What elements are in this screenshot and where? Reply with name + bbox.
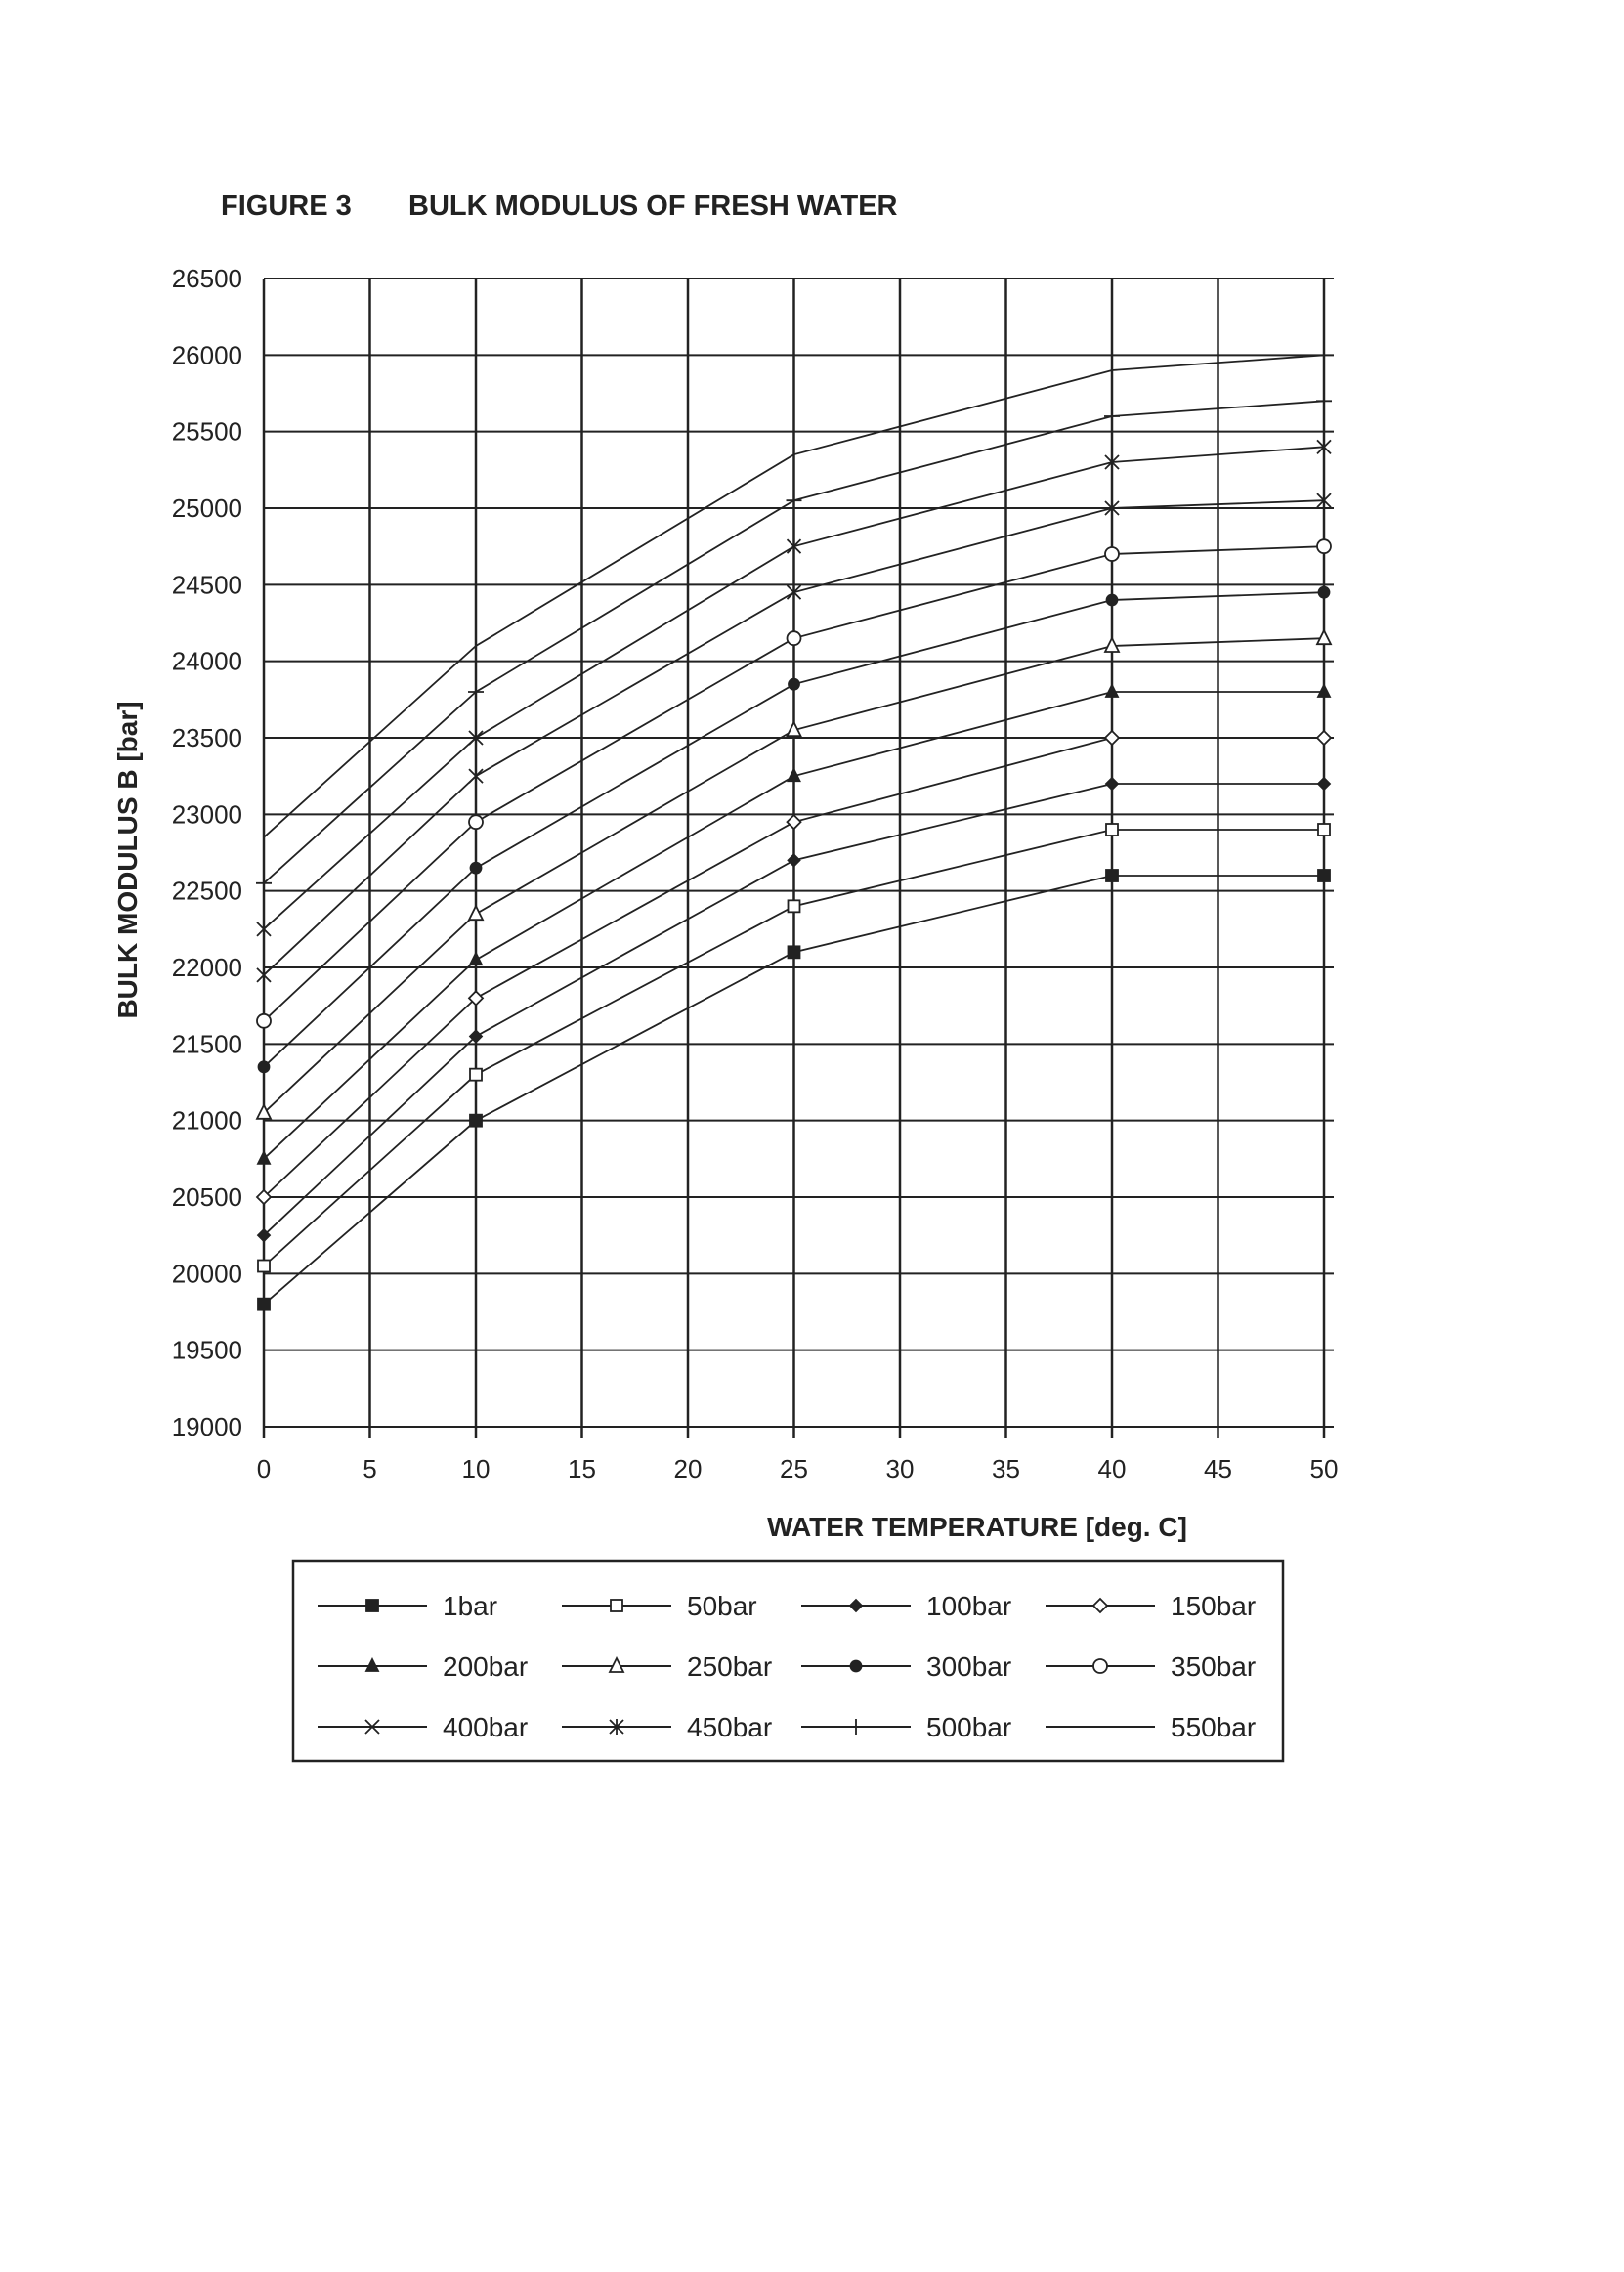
y-tick-label: 23000 xyxy=(171,799,242,830)
data-point-100bar xyxy=(1106,778,1118,790)
y-tick-label: 21500 xyxy=(171,1029,242,1059)
data-point-1bar xyxy=(789,946,800,958)
x-tick-label: 0 xyxy=(256,1454,272,1483)
data-point-200bar xyxy=(1106,685,1118,697)
legend-label: 500bar xyxy=(926,1712,1012,1742)
y-tick-label: 25000 xyxy=(171,493,242,523)
legend-item-400bar xyxy=(318,1712,528,1742)
legend-item-450bar xyxy=(562,1712,772,1742)
x-tick-label: 50 xyxy=(1309,1454,1339,1483)
legend-label: 550bar xyxy=(1171,1712,1257,1742)
legend-label: 1bar xyxy=(443,1591,498,1621)
x-tick-label: 25 xyxy=(780,1454,808,1483)
x-axis-label: WATER TEMPERATURE [deg. C] xyxy=(767,1512,1187,1542)
figure-label: FIGURE 3 xyxy=(221,191,352,222)
y-tick-label: 24500 xyxy=(171,570,242,600)
legend-label: 200bar xyxy=(443,1651,529,1682)
x-tick-label: 40 xyxy=(1097,1454,1127,1483)
legend-item-350bar xyxy=(1046,1651,1256,1682)
x-tick-label: 35 xyxy=(992,1454,1020,1483)
y-tick-label: 21000 xyxy=(171,1105,242,1136)
data-point-350bar xyxy=(788,631,801,645)
y-tick-label: 24000 xyxy=(171,646,242,676)
x-tick-label: 15 xyxy=(568,1454,596,1483)
x-tick-label: 30 xyxy=(885,1454,915,1483)
y-tick-label: 25500 xyxy=(171,416,242,447)
data-point-150bar xyxy=(1317,731,1331,745)
legend-item-200bar xyxy=(318,1651,528,1682)
chart-title: BULK MODULUS OF FRESH WATER xyxy=(408,191,898,222)
data-point-350bar xyxy=(469,815,483,829)
legend-marker-1bar xyxy=(366,1600,378,1611)
data-point-1bar xyxy=(1318,870,1330,881)
data-point-250bar xyxy=(1317,630,1331,644)
data-point-350bar xyxy=(1105,547,1119,561)
data-point-200bar xyxy=(470,953,482,965)
data-point-50bar xyxy=(470,1069,482,1081)
data-point-300bar xyxy=(471,863,482,874)
legend-item-300bar xyxy=(801,1651,1011,1682)
data-point-150bar xyxy=(1105,731,1119,745)
data-point-50bar xyxy=(1106,824,1118,836)
legend-marker-50bar xyxy=(611,1600,622,1611)
data-point-1bar xyxy=(258,1299,270,1310)
data-point-300bar xyxy=(1107,595,1118,606)
data-point-250bar xyxy=(257,1105,271,1119)
legend-label: 350bar xyxy=(1171,1651,1257,1682)
legend-marker-300bar xyxy=(851,1661,862,1672)
data-point-100bar xyxy=(789,854,800,866)
y-tick-label: 19000 xyxy=(171,1412,242,1441)
legend xyxy=(318,1591,1256,1742)
legend-marker-500bar xyxy=(848,1719,864,1735)
legend-label: 300bar xyxy=(926,1651,1012,1682)
x-tick-label: 45 xyxy=(1204,1454,1232,1483)
data-point-300bar xyxy=(1319,587,1330,598)
legend-label: 50bar xyxy=(687,1591,757,1621)
x-axis-ticks xyxy=(257,1454,1339,1483)
legend-label: 400bar xyxy=(443,1712,529,1742)
data-point-250bar xyxy=(469,906,483,920)
legend-box xyxy=(293,1561,1283,1761)
data-point-350bar xyxy=(1317,539,1331,553)
data-point-450bar xyxy=(788,538,801,554)
legend-label: 450bar xyxy=(687,1712,773,1742)
x-tick-label: 5 xyxy=(363,1454,377,1483)
data-point-300bar xyxy=(789,679,799,690)
data-point-100bar xyxy=(1318,778,1330,790)
y-tick-label: 23500 xyxy=(171,723,242,752)
legend-label: 250bar xyxy=(687,1651,773,1682)
legend-item-1bar xyxy=(318,1591,497,1621)
y-tick-label: 19500 xyxy=(171,1335,242,1365)
data-point-1bar xyxy=(470,1115,482,1127)
legend-label: 100bar xyxy=(926,1591,1012,1621)
legend-marker-150bar xyxy=(1093,1599,1107,1612)
y-tick-label: 22000 xyxy=(171,953,242,982)
legend-marker-100bar xyxy=(850,1600,862,1611)
y-axis-ticks xyxy=(172,264,242,1441)
legend-marker-350bar xyxy=(1093,1659,1107,1673)
x-tick-label: 10 xyxy=(461,1454,491,1483)
y-axis-label: BULK MODULUS B [bar] xyxy=(112,701,143,1019)
legend-item-50bar xyxy=(562,1591,757,1621)
y-tick-label: 26000 xyxy=(171,340,242,370)
legend-label: 150bar xyxy=(1171,1591,1257,1621)
data-point-300bar xyxy=(259,1061,270,1072)
y-tick-label: 22500 xyxy=(171,876,242,906)
data-point-500bar xyxy=(1316,393,1332,408)
legend-item-100bar xyxy=(801,1591,1011,1621)
y-tick-label: 20500 xyxy=(171,1182,242,1212)
data-point-50bar xyxy=(258,1261,270,1272)
legend-item-550bar xyxy=(1046,1712,1256,1742)
data-point-350bar xyxy=(257,1014,271,1028)
data-point-150bar xyxy=(788,815,801,829)
legend-item-500bar xyxy=(801,1712,1011,1742)
data-point-500bar xyxy=(1104,408,1120,424)
x-tick-label: 20 xyxy=(673,1454,703,1483)
y-tick-label: 20000 xyxy=(171,1259,242,1289)
data-point-500bar xyxy=(787,493,802,508)
data-point-450bar xyxy=(257,922,271,937)
legend-item-250bar xyxy=(562,1651,772,1682)
data-point-50bar xyxy=(789,900,800,912)
y-tick-label: 26500 xyxy=(171,264,242,293)
data-point-200bar xyxy=(1318,685,1330,697)
legend-item-150bar xyxy=(1046,1591,1256,1621)
data-point-50bar xyxy=(1318,824,1330,836)
data-point-200bar xyxy=(258,1152,270,1164)
data-point-1bar xyxy=(1106,870,1118,881)
